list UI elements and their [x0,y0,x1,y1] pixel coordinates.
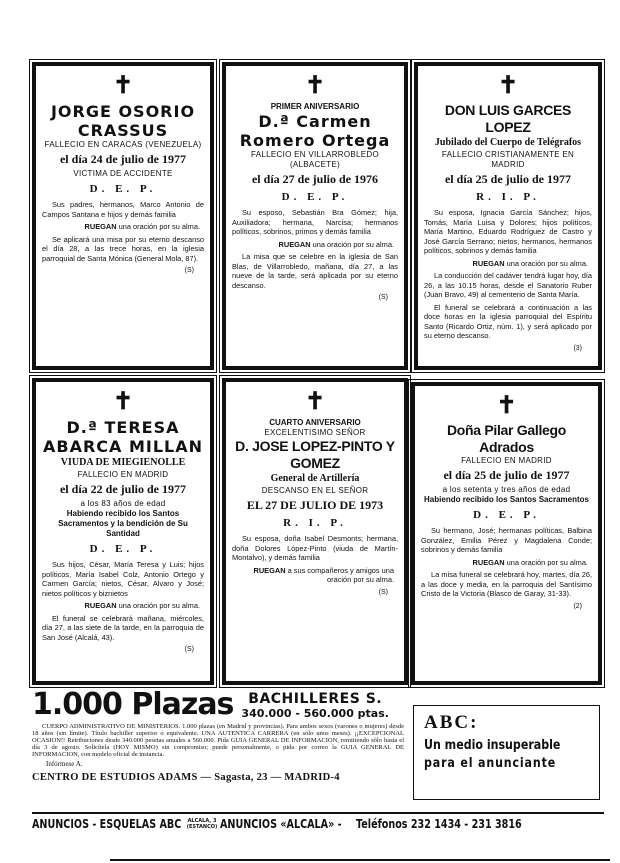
ruegan-rest: una oración por su alma. [118,601,200,610]
adams-ad [32,687,404,784]
mourners-text: Sus padres, hermanos, Marco Antonio de Campos Santana e hijos y demás familia [42,200,204,219]
abc-title: ABC: [424,712,479,733]
mourners-text: Su hermano, José; hermanas políticas, Balbina González, Emilia Pérez y Magdalena Conde; sobrinos y demás familia [421,526,592,554]
deceased-name: D.ª TERESA ABARCA MILLAN [42,418,203,456]
obituary-notice [414,62,602,370]
prayer-request [232,240,398,250]
cross-icon: ✝ [112,389,134,415]
prayer-request [42,222,204,232]
strip-phones: Teléfonos 232 1434 - 231 3816 [356,817,522,831]
sacraments-note: Habiendo recibido los Santos Sacramentos y la bendición de Su Santidad [58,509,188,538]
ruegan-word: RUEGAN [472,258,505,268]
deceased-name: Doña Pilar Gallego Adrados [446,422,567,455]
death-place: DESCANSO EN EL SEÑOR [261,486,369,495]
obituary-notice [222,62,408,370]
ruegan-rest: una oración por su alma. [312,239,394,249]
death-date: EL 27 DE JULIO DE 1973 [246,498,384,512]
cross-icon: ✝ [304,389,326,415]
service-text: La conducción del cadáver tendrá lugar hoy, día 26, a las 10.15 horas, desde el Sanatorio Ruber (Juan Bravo, 49) al cementerio de Santa María. [424,271,592,299]
deceased-name: D.ª Carmen Romero Ortega [239,112,391,150]
detail-line: VICTIMA DE ACCIDENTE [73,169,173,178]
detail-line: a los 83 años de edad [80,499,166,508]
insertion-number: (3) [573,344,582,352]
prayer-request [42,601,204,611]
ruegan-rest: una oración por su alma. [118,222,200,231]
strip-address: ALCALA, 3 [187,818,217,824]
subtitle: Jubilado del Cuerpo de Telégrafos [434,137,582,148]
ad-address: CENTRO DE ESTUDIOS ADAMS — Sagasta, 23 — MADRID-4 [32,772,340,783]
death-date: el día 22 de julio de 1977 [59,482,186,496]
obituary-notice [222,378,408,685]
ad-salary: 340.000 - 560.000 ptas. [241,707,389,720]
insertion-number: (S) [378,294,388,301]
obituary-notice [32,62,214,370]
rest-in-peace: D. E. P. [473,509,540,521]
footer-strip [32,812,604,831]
ruegan-word: RUEGAN [278,239,311,249]
strip-estanco: (ESTANCO) [186,824,218,830]
insertion-number: (2) [573,602,582,610]
strip-left: ANUNCIOS - ESQUELAS ABC [32,817,182,831]
service-text: La misa funeral se celebrará hoy, martes, día 26, a las doce y media, en la parroquia del Santísimo Cristo de la Victoria (Blasco de Garay, 31-33). [421,570,592,598]
death-date: el día 27 de julio de 1976 [251,172,378,186]
death-date: el día 25 de julio de 1977 [444,172,571,186]
death-place: FALLECIO CRISTIANAMENTE EN MADRID [441,150,575,169]
cross-icon: ✝ [497,73,519,99]
ruegan-word: RUEGAN [253,565,286,575]
ad-body: CUERPO ADMINISTRATIVO DE MINISTERIOS. 1.000 plazas (en Madrid y provincias). Para ambos sexos (varones o mujeres) desde 18 años (sin límite). Título bachiller superior o equivalente. UNA AUTENTICA CARRERA (en sólo unos meses). ¡¡EXCEPCIONAL OCASION!! Retribuciones desde 340.000 pesetas anuales a 560.000. Pida GUIA GENERAL DE INFORMACION, remitiendo sólo hasta el día 3 de agosto. Solicítela (HOY MISMO) sin compromiso; puede personalmente, o pida por correo la GUIA GENERAL DE INFORMACION, con modelo oficial de instancia. [32,723,404,758]
ruegan-rest: una oración por su alma. [506,557,588,567]
ruegan-rest: una oración por su alma. [506,258,588,268]
ruegan-rest: a sus compañeros y amigos una oración por su alma. [287,565,394,584]
death-date: el día 25 de julio de 1977 [443,468,570,482]
service-text: La misa que se celebre en la iglesia de San Blas, de Villarrobledo, mañana, día 27, a las nueve de la tarde, será aplicada por su eterno descanso. [232,252,398,290]
rest-in-peace: D. E. P. [89,183,157,195]
ruegan-word: RUEGAN [84,601,117,610]
ad-signature: Infórmese A. [46,760,83,768]
rest-in-peace: R. I. P. [283,517,347,529]
obituary-notice [411,382,602,685]
deceased-name: JORGE OSORIO CRASSUS [50,102,196,140]
service-text: Se aplicará una misa por su eterno descanso el día 28, a las trece horas, en la iglesia parroquial de Santa Mónica (General Mola, 87). [42,234,204,263]
anniversary-label: PRIMER ANIVERSARIO [270,102,360,111]
prayer-request [232,566,398,585]
mourners-text: Su esposa, Ignacia García Sánchez; hijos, Tomás, María Luisa y Dolores; hijos políticos, María Martino, Eduardo Rodríguez de Castro y José García Serrano; nietos, hermanos, hermanos políticos, sobrinos y demás familia [424,208,592,255]
death-place: FALLECIO EN MADRID [77,470,169,479]
insertion-number: (S) [378,588,388,596]
prayer-request [424,259,592,269]
death-place: FALLECIO EN VILLARROBLEDO (ALBACETE) [251,150,379,169]
strip-mid: ANUNCIOS «ALCALA» - [220,817,342,831]
honorific: EXCELENTISIMO SEÑOR [264,428,366,437]
death-place: FALLECIO EN MADRID [461,456,552,465]
bottom-rule [110,859,610,861]
ad-title: BACHILLERES S. [248,691,383,707]
insertion-number: (S) [184,646,194,653]
mourners-text: Su esposo, Sebastián Bra Gómez; hija, Auxiliadora; hermana, Narcisa; hermanos políticos, sobrinos, primos y demás familia [232,208,398,236]
abc-slogan-box [413,705,600,800]
rest-in-peace: D. E. P. [281,191,349,203]
death-date: el día 24 de julio de 1977 [59,152,186,166]
cross-icon: ✝ [304,73,326,99]
death-place: FALLECIO EN CARACAS (VENEZUELA) [44,140,202,149]
cross-icon: ✝ [496,393,517,419]
detail-line: a los setenta y tres años de edad [442,485,571,494]
funeral-text: El funeral se celebrará a continuación a las doce horas en la iglesia parroquial del Espíritu Santo (Ricardo Ortiz, núm. 1), y será aplicado por su eterno descanso. [424,302,592,340]
ruegan-word: RUEGAN [472,557,505,567]
cross-icon: ✝ [112,73,134,99]
mourners-text: Su esposa, doña Isabel Desmonts; hermana, doña Dolores López-Pinto (viuda de Martín-Montalvo), y demás familia [232,534,398,562]
ruegan-word: RUEGAN [84,222,117,231]
mourners-text: Sus hijos, César, María Teresa y Luis; hijos políticos, María Isabel Colz, Antonio Ortego y Carmen García; nietos, César, Alvaro y José; nietos políticos y biznietos [42,560,204,598]
abc-line1: Un medio insuperable [424,738,561,753]
rest-in-peace: R. I. P. [476,191,540,203]
abc-line2: para el anunciante [424,756,557,771]
ad-headline: 1.000 Plazas [32,687,234,722]
subtitle: VIUDA DE MIEGIENOLLE [60,457,186,468]
deceased-name: D. JOSE LOPEZ-PINTO Y GOMEZ [235,438,395,471]
obituary-notice [32,378,214,685]
service-text: El funeral se celebrará mañana, miércoles, día 27, a las siete de la tarde, en la parroquia de San José (Alcalá, 43). [42,613,204,642]
prayer-request [421,558,592,568]
insertion-number: (S) [184,267,194,274]
anniversary-label: CUARTO ANIVERSARIO [269,418,361,427]
sacraments-note: Habiendo recibido los Santos Sacramentos [424,495,589,504]
rest-in-peace: D. E. P. [89,543,157,555]
deceased-name: DON LUIS GARCES LOPEZ [444,102,572,135]
subtitle: General de Artillería [270,473,360,484]
